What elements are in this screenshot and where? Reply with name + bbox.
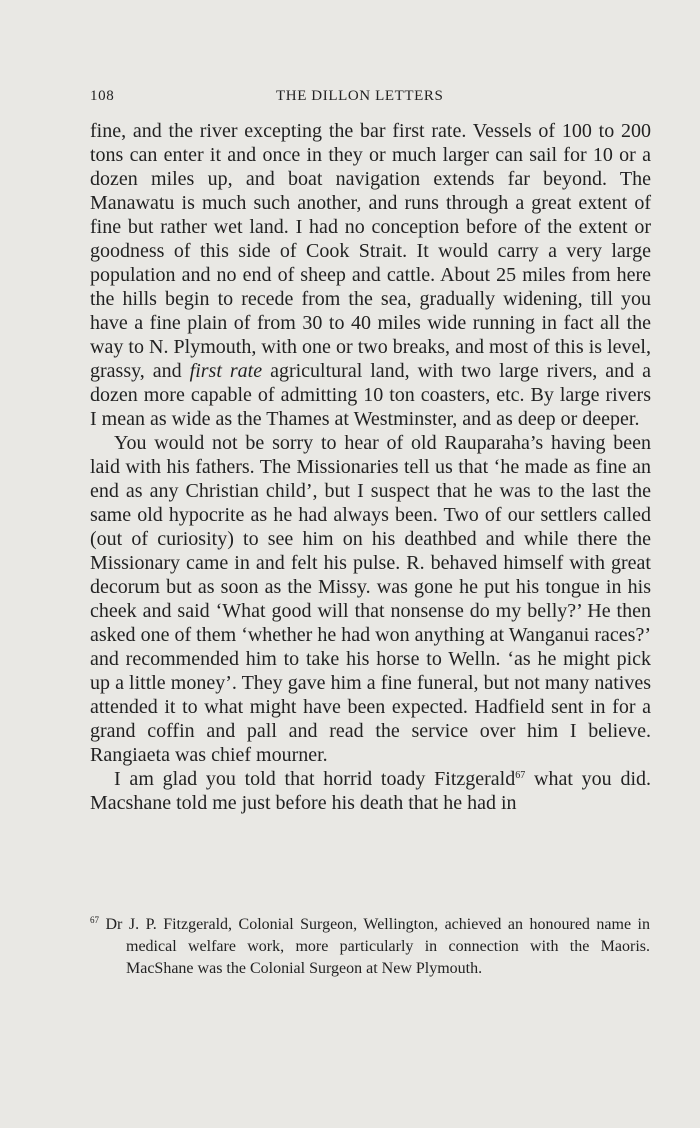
paragraph-3-text-b: what you did. Macshane told me just before his death that he had in bbox=[90, 768, 651, 814]
footnote-body bbox=[90, 914, 650, 980]
paragraph-2: You would not be sorry to hear of old Rauparaha’s having been laid with his fathers. The Missionaries tell us that ‘he made as fine an end as any Christian child’, but I suspect that he was to the last the same old hypocrite as he had always been. Two of our settlers called (out of curiosity) to see him on his deathbed and while there the Missionary came in and felt his pulse. R. behaved himself with great decorum but as soon as the Missy. was gone he put his tongue in his cheek and said ‘What good will that nonsense do my belly?’ He then asked one of them ‘whether he had won anything at Wanganui races?’ and recommended him to take his horse to Welln. ‘as he might pick up a little money’. They gave him a fine funeral, but not many natives attended it to what might have been expected. Hadfield sent in for a grand coffin and pall and read the service over him I believe. Rangiaeta was chief mourner. bbox=[90, 432, 651, 766]
running-title: THE DILLON LETTERS bbox=[276, 88, 444, 104]
body-text bbox=[90, 119, 651, 815]
paragraph-1 bbox=[90, 119, 651, 431]
footnote bbox=[90, 914, 650, 980]
paragraph-1-text-a: fine, and the river excepting the bar first rate. Vessels of 100 to 200 tons can enter it and once in they or much larger can sail for 10 or a dozen miles up, and boat navigation extends far beyond. The Manawatu is much such another, and runs through a great extent of fine but rather wet land. I had no conception before of the extent or goodness of this side of Cook Strait. It would carry a very large population and no end of sheep and cattle. About 25 miles from here the hills begin to recede from the sea, gradually widening, till you have a fine plain of from 30 to 40 miles wide running in fact all the way to N. Plymouth, with one or two breaks, and most of this is level, grassy, and bbox=[90, 120, 651, 382]
paragraph-3 bbox=[90, 767, 651, 815]
footnote-number: 67 bbox=[90, 915, 99, 925]
footnote-reference: 67 bbox=[515, 770, 526, 781]
emphasis-first-rate: first rate bbox=[189, 360, 263, 382]
footnote-text: Dr J. P. Fitzgerald, Colonial Surgeon, Wellington, achieved an honoured name in medical welfare work, more particularly in connection with the Maoris. MacShane was the Colonial Surgeon at New Plymouth. bbox=[99, 916, 650, 977]
paragraph-1-text-b: agricultural land, with two large rivers, and a dozen more capable of admitting 10 ton coasters, etc. By large rivers I mean as wide as the Thames at Westminster, and as deep or deeper. bbox=[90, 360, 652, 430]
paragraph-3-text-a: I am glad you told that horrid toady Fitzgerald bbox=[114, 768, 516, 790]
page-number: 108 bbox=[90, 88, 115, 104]
